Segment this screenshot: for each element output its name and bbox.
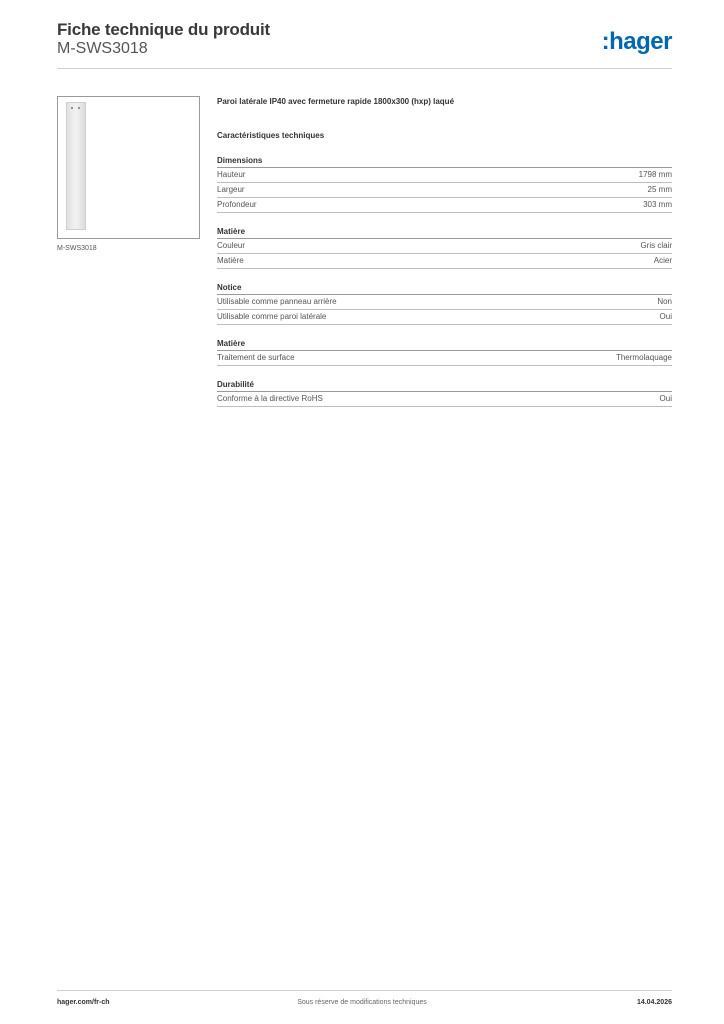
hager-logo: :hager	[601, 28, 672, 55]
section-title: Dimensions	[217, 155, 672, 168]
spec-value: 25 mm	[647, 185, 672, 194]
spec-value: Thermolaquage	[615, 353, 672, 362]
spec-row	[217, 351, 672, 366]
spec-row	[217, 183, 672, 198]
spec-row	[217, 168, 672, 183]
spec-label: Hauteur	[217, 170, 246, 179]
spec-row	[217, 392, 672, 407]
footer-date: 14.04.2026	[636, 999, 672, 1006]
side-panel-illustration	[66, 102, 86, 230]
section-title: Matière	[217, 338, 672, 351]
document-title: Fiche technique du produit	[57, 20, 270, 39]
section-title: Matière	[217, 226, 672, 239]
spec-value: Oui	[659, 312, 672, 321]
spec-label: Utilisable comme panneau arrière	[217, 297, 337, 306]
spec-sections	[217, 155, 672, 407]
spec-label: Matière	[217, 256, 244, 265]
spec-value: 1798 mm	[638, 170, 672, 179]
spec-section	[217, 226, 672, 269]
product-reference: M-SWS3018	[57, 40, 148, 57]
product-image	[57, 96, 200, 239]
spec-section	[217, 282, 672, 325]
mounting-hole	[71, 107, 73, 109]
spec-row	[217, 198, 672, 213]
footer-divider	[57, 990, 672, 991]
header-divider	[57, 68, 672, 69]
spec-row	[217, 310, 672, 325]
spec-value: 303 mm	[643, 200, 672, 209]
spec-label: Utilisable comme paroi latérale	[217, 312, 327, 321]
footer-disclaimer: Sous réserve de modifications techniques	[297, 999, 427, 1006]
spec-value: Non	[657, 297, 672, 306]
technical-characteristics-heading: Caractéristiques techniques	[217, 131, 325, 140]
spec-row	[217, 254, 672, 269]
spec-row	[217, 295, 672, 310]
spec-row	[217, 239, 672, 254]
spec-label: Profondeur	[217, 200, 257, 209]
mounting-hole	[78, 107, 80, 109]
footer-website[interactable]: hager.com/fr-ch	[57, 999, 110, 1006]
spec-section	[217, 155, 672, 213]
spec-label: Traitement de surface	[217, 353, 295, 362]
spec-section	[217, 338, 672, 366]
spec-label: Couleur	[217, 241, 246, 250]
section-title: Durabilité	[217, 379, 672, 392]
spec-value: Oui	[659, 394, 672, 403]
spec-label: Largeur	[217, 185, 245, 194]
product-content	[217, 96, 672, 407]
spec-label: Conforme à la directive RoHS	[217, 394, 323, 403]
section-title: Notice	[217, 282, 672, 295]
spec-value: Acier	[653, 256, 672, 265]
spec-section	[217, 379, 672, 407]
page-header	[57, 20, 672, 68]
spec-value: Gris clair	[640, 241, 672, 250]
image-caption: M-SWS3018	[57, 245, 97, 252]
product-description: Paroi latérale IP40 avec fermeture rapide 1800x300 (hxp) laqué	[217, 97, 455, 106]
